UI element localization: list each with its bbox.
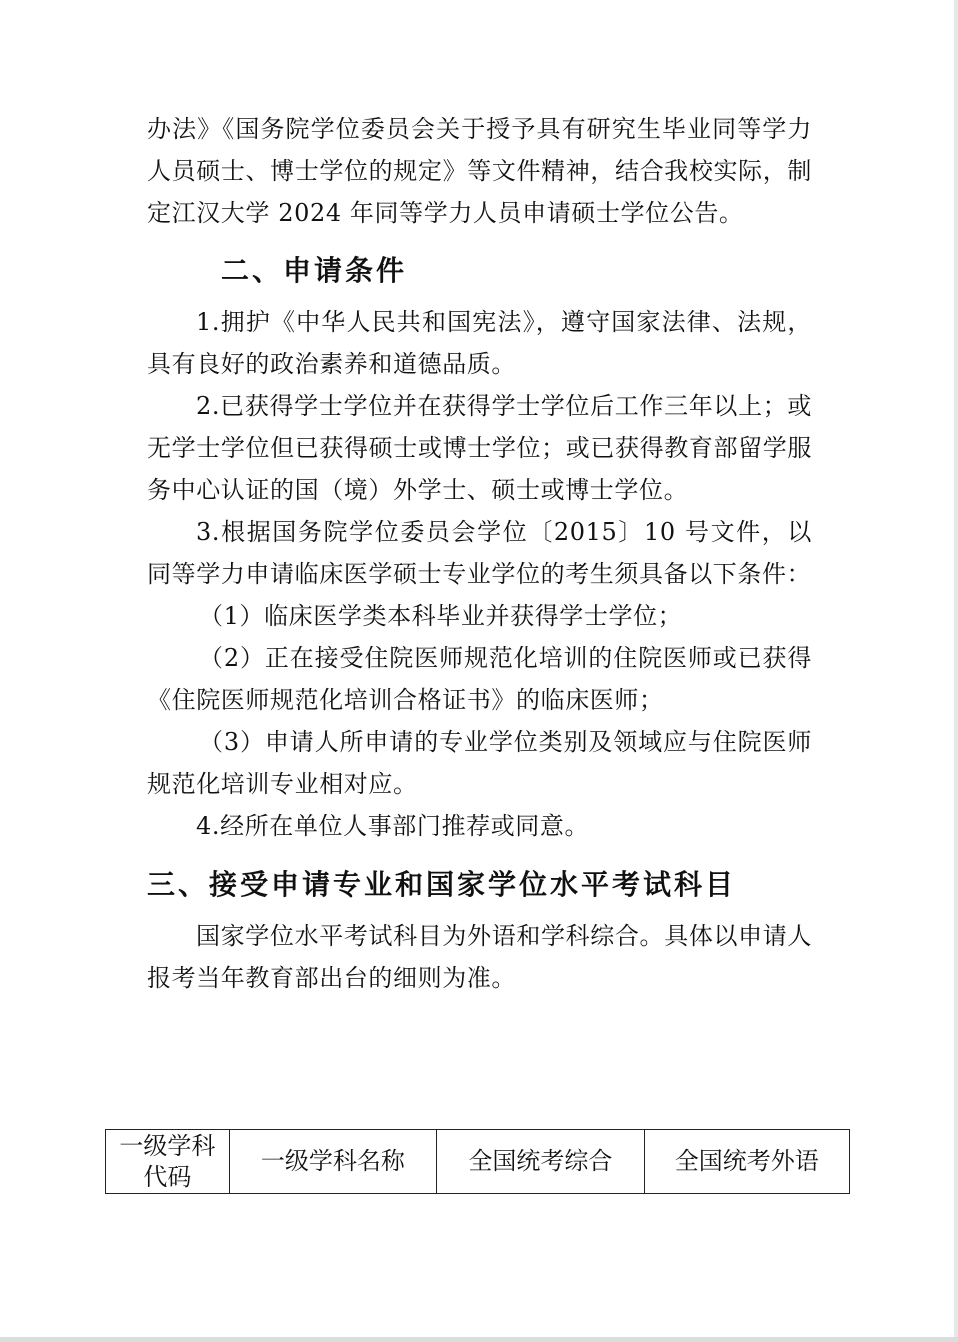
subjects-table — [105, 1129, 850, 1194]
condition-subitem-2: （2）正在接受住院医师规范化培训的住院医师或已获得《住院医师规范化培训合格证书》的临床医师； — [147, 644, 812, 714]
bottom-strip — [0, 1337, 958, 1342]
document-body — [147, 108, 812, 999]
table-header-row — [106, 1130, 850, 1194]
header-cell-foreign-language: 全国统考外语 — [644, 1130, 849, 1194]
condition-item-2: 2.已获得学士学位并在获得学士学位后工作三年以上；或无学士学位但已获得硕士或博士学位；或已获得教育部留学服务中心认证的国（境）外学士、硕士或博士学位。 — [147, 392, 812, 504]
header-cell-code: 一级学科代码 — [106, 1130, 230, 1194]
subjects-paragraph: 国家学位水平考试科目为外语和学科综合。具体以申请人报考当年教育部出台的细则为准。 — [147, 922, 812, 992]
header-cell-name: 一级学科名称 — [229, 1130, 436, 1194]
section-heading-conditions: 二、申请条件 — [221, 254, 408, 287]
condition-item-1: 1.拥护《中华人民共和国宪法》，遵守国家法律、法规，具有良好的政治素养和道德品质。 — [147, 308, 812, 378]
condition-subitem-1: （1）临床医学类本科毕业并获得学士学位； — [199, 602, 683, 630]
section-heading-subjects: 三、接受申请专业和国家学位水平考试科目 — [147, 868, 737, 901]
condition-subitem-3: （3）申请人所申请的专业学位类别及领域应与住院医师规范化培训专业相对应。 — [147, 728, 812, 798]
intro-paragraph: 办法》《国务院学位委员会关于授予具有研究生毕业同等学力人员硕士、博士学位的规定》等文件精神，结合我校实际，制定江汉大学 2024 年同等学力人员申请硕士学位公告。 — [147, 115, 812, 227]
page-edge — [954, 0, 958, 1342]
header-cell-comprehensive: 全国统考综合 — [437, 1130, 644, 1194]
condition-item-3: 3.根据国务院学位委员会学位〔2015〕10 号文件，以同等学力申请临床医学硕士专业学位的考生须具备以下条件： — [147, 518, 812, 588]
condition-item-4: 4.经所在单位人事部门推荐或同意。 — [196, 812, 590, 840]
